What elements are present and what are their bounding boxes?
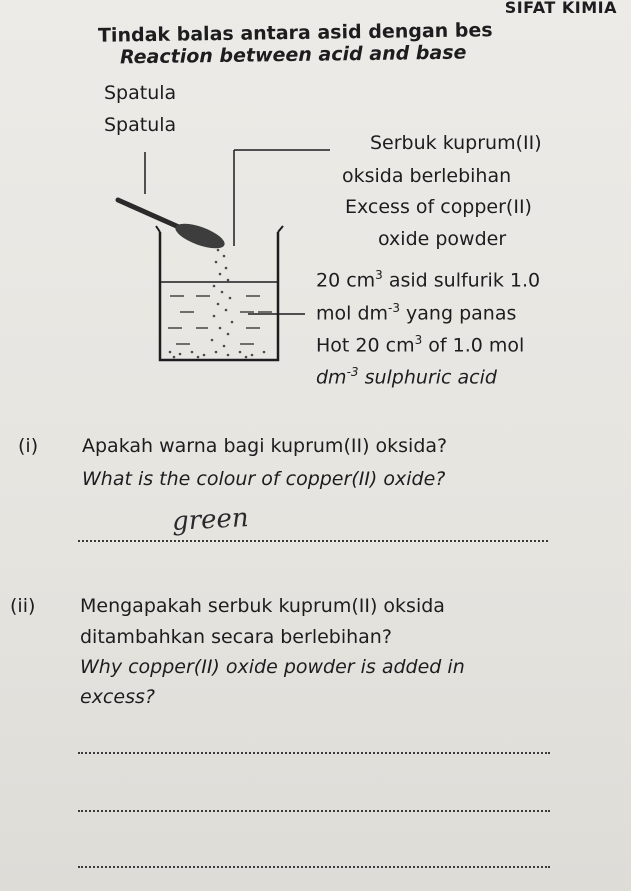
answer-line-2a[interactable] (78, 752, 550, 754)
question-1-malay: Apakah warna bagi kuprum(II) oksida? (82, 435, 448, 457)
acid-ms-2-sup: -3 (388, 301, 400, 315)
acid-en-2-pre: dm (316, 366, 347, 389)
spatula-scoop (172, 219, 227, 254)
acid-en-1-post: of 1.0 mol (422, 334, 525, 357)
title-english: Reaction between acid and base (119, 41, 467, 69)
answer-line-2b[interactable] (78, 810, 550, 812)
question-2-english-1: Why copper(II) oxide powder is added in (80, 656, 465, 678)
question-1-number: (i) (18, 435, 39, 457)
acid-ms-2-pre: mol dm (316, 302, 389, 325)
question-2-malay-1: Mengapakah serbuk kuprum(II) oksida (80, 595, 445, 617)
acid-ms-1-post: asid sulfurik 1.0 (382, 269, 541, 292)
label-acid-ms-2 (316, 301, 516, 324)
label-spatula-en: Spatula (104, 114, 177, 136)
powder-particles (169, 249, 266, 359)
label-acid-en-1 (316, 333, 524, 356)
question-1-english: What is the colour of copper(II) oxide? (82, 468, 446, 490)
question-2-english-2: excess? (80, 686, 155, 708)
question-2-malay-2: ditambahkan secara berlebihan? (80, 626, 392, 648)
question-2-number: (ii) (10, 595, 36, 617)
label-acid-ms-1 (316, 268, 540, 291)
acid-en-2-post: sulphuric acid (358, 366, 497, 389)
answer-line-1[interactable] (78, 540, 548, 542)
label-acid-en-2 (316, 365, 497, 388)
question-1-answer[interactable]: green (171, 503, 250, 537)
title-malay: Tindak balas antara asid dengan bes (97, 19, 493, 47)
label-spatula-ms: Spatula (104, 82, 177, 104)
acid-ms-1-pre: 20 cm (316, 269, 376, 292)
acid-ms-2-post: yang panas (400, 302, 517, 325)
acid-en-2-sup: -3 (346, 365, 359, 379)
acid-en-1-sup: 3 (414, 333, 423, 347)
answer-line-2c[interactable] (78, 866, 550, 868)
beaker-rim-right (278, 226, 283, 232)
label-powder-en-1: Excess of copper(II) (345, 196, 532, 218)
acid-liquid (168, 296, 272, 344)
label-powder-en-2: oxide powder (378, 228, 507, 250)
page-header: SIFAT KIMIA (504, 0, 617, 17)
beaker-rim-left (156, 226, 160, 232)
label-powder-ms-1: Serbuk kuprum(II) (370, 132, 542, 154)
label-powder-ms-2: oksida berlebihan (342, 165, 512, 187)
acid-en-1-pre: Hot 20 cm (316, 334, 415, 357)
acid-ms-1-sup: 3 (375, 268, 383, 282)
